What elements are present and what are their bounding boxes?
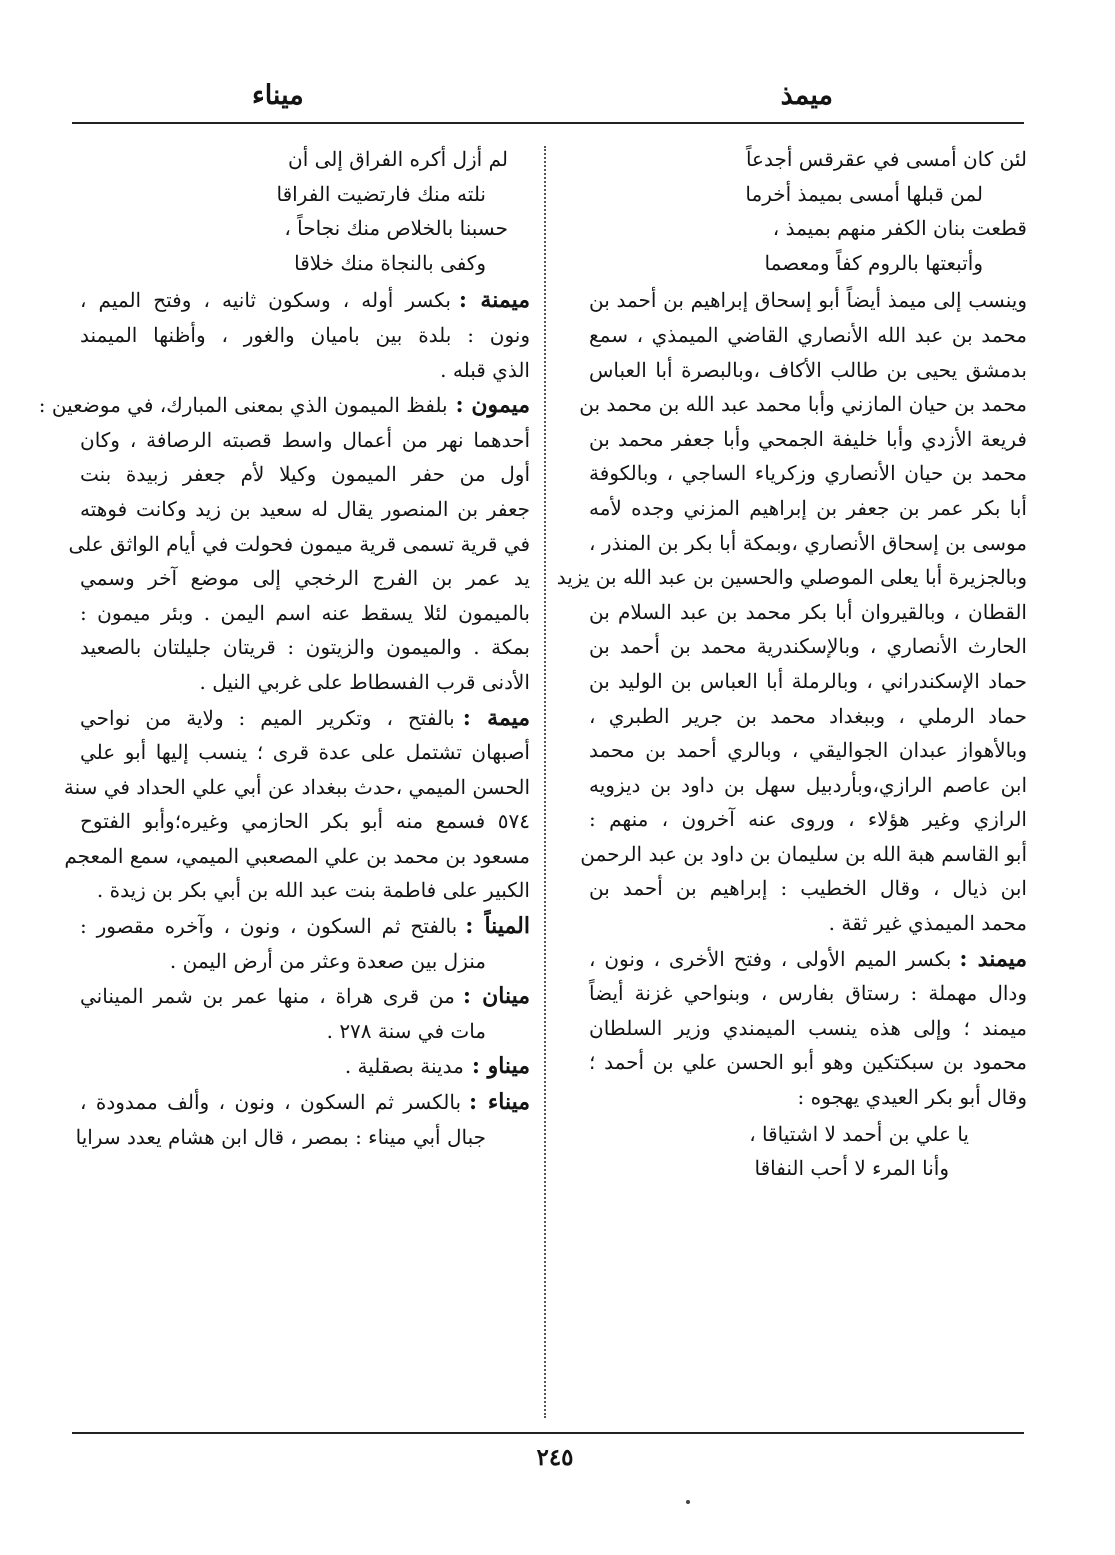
prose-line: وبالأهواز عبدان الجواليقي ، وبالري أحمد بن محمد (589, 738, 1027, 763)
prose-line: بلفظ الميمون الذي بمعنى المبارك، في موضعين : (38, 393, 448, 418)
prose-line: أصبهان تشتمل على عدة قرى ؛ ينسب إليها أبو علي (80, 740, 530, 765)
prose-line: ونون : بلدة بين باميان والغور ، وأظنها الميمند (80, 322, 530, 347)
prose-line: ودال مهملة : رستاق بفارس ، وبنواحي غزنة أيضاً (589, 981, 1027, 1006)
prose-line: الأدنى قرب الفسطاط على غربي النيل . (199, 669, 530, 694)
entry-minan (80, 978, 530, 1048)
prose-line: أحدهما نهر من أعمال واسط قصبته الرصافة ، وكان (80, 427, 530, 452)
prose-line: مسعود بن محمد بن علي المصعبي الميمي، سمع المعجم (64, 843, 530, 868)
prose-line: وبالجزيرة أبا يعلى الموصلي والحسين بن عبد الله بن يزيد (556, 565, 1027, 590)
poem-al-aydi (589, 1117, 1027, 1186)
entry-headword: ميناء : (469, 1089, 530, 1116)
poem-line: لم أزل أكره الفراق إلى أن (288, 147, 508, 171)
prose-line: أبو القاسم هبة الله بن سليمان بن داود بن عبد الرحمن (580, 841, 1027, 866)
prose-line: بالفتح ، وتكرير الميم : ولاية من نواحي (80, 705, 455, 730)
poem-line: نلته منك فارتضيت الفراقا (276, 181, 486, 206)
prose-line: جعفر بن المنصور يقال له سعيد بن زيد وكانت فوهته (80, 496, 530, 521)
poem-line: وأتبعتها بالروم كفاً ومعصما (764, 250, 983, 275)
prose-line: حماد الرملي ، وببغداد محمد بن جرير الطبري ، (589, 703, 1027, 728)
prose-line: أول من حفر الميمون وكيلا لأم جعفر زبيدة بنت (80, 462, 530, 487)
running-head-right: ميمذ (780, 80, 833, 111)
entry-headword: ميمة : (462, 704, 530, 731)
prose-line: موسى بن إسحاق الأنصاري ،وبمكة أبا بكر بن المنذر ، (589, 530, 1027, 555)
prose-line: بالميمون لئلا يسقط عنه اسم اليمن . وبئر ميمون : (80, 600, 530, 625)
entry-headword: ميمند : (959, 945, 1028, 972)
entry-maymah (63, 700, 530, 909)
poem-line: لئن كان أمسى في عقرقس أجدعاً (745, 147, 1027, 171)
prose-line: جبال أبي ميناء : بمصر ، قال ابن هشام يعدد سرايا (75, 1124, 486, 1149)
paper-speck (686, 1500, 690, 1504)
entry-minaw (80, 1048, 530, 1084)
prose-line: محمد بن حيان المازني وأبا محمد عبد الله بن محمد بن (579, 392, 1027, 417)
prose-line: بالفتح ثم السكون ، ونون ، وآخره مقصور : (80, 914, 458, 939)
prose-line: يد عمر بن الفرج الرخجي إلى موضع آخر وسمي (80, 566, 530, 591)
prose-line: الكبير على فاطمة بنت عبد الله بن أبي بكر بن زيدة . (96, 878, 530, 903)
poem-farewell (80, 142, 530, 280)
poem-line: يا علي بن أحمد لا اشتياقا ، (749, 1121, 969, 1146)
running-head-left: ميناء (252, 80, 304, 111)
prose-line: وينسب إلى ميمذ أيضاً أبو إسحاق إبراهيم بن أحمد بن (589, 288, 1027, 313)
prose-line: الذي قبله . (440, 357, 530, 382)
poem-ibn-ubaydah (589, 142, 1027, 280)
prose-line: محمد الميمذي غير ثقة . (828, 911, 1027, 936)
page-number: ٢٤٥ (536, 1444, 574, 1471)
prose-line: أبا بكر عمر بن جعفر بن إبراهيم المزني وجده لأمه (589, 495, 1027, 520)
entry-maymadh-nisba (556, 282, 1027, 940)
prose-line: بمكة . والميمون والزيتون : قريتان جليلتان بالصعيد (80, 635, 530, 660)
poem-line: وكفى بالنجاة منك خلاقا (294, 250, 486, 275)
prose-line: محمد بن حيان الأنصاري وزكرياء الساجي ، وبالكوفة (589, 461, 1027, 486)
entry-headword: مينان : (462, 983, 530, 1010)
prose-line: فريعة الأزدي وأبا خليفة الجمحي وأبا جعفر محمد بن (589, 426, 1027, 451)
prose-line: مدينة بصقلية . (344, 1054, 464, 1079)
entry-maymana (80, 282, 530, 387)
prose-line: الرازي وغير هؤلاء ، وروى عنه آخرون ، منهم : (589, 807, 1027, 832)
poem-line: لمن قبلها أمسى بميمذ أخرما (745, 181, 983, 206)
prose-line: القطان ، وبالقيروان أبا بكر محمد بن عبد السلام بن (589, 599, 1027, 624)
prose-line: الحارث الأنصاري ، وبالإسكندرية محمد بن أحمد بن (589, 634, 1027, 659)
prose-line: وقال أبو بكر العيدي يهجوه : (797, 1085, 1027, 1110)
prose-line: ابن ذيال ، وقال الخطيب : إبراهيم بن أحمد بن (589, 876, 1027, 901)
prose-line: من قرى هراة ، منها عمر بن شمر الميناني (80, 984, 455, 1009)
prose-line: محمود بن سبكتكين وهو أبو الحسن علي بن أحمد ؛ (589, 1050, 1027, 1075)
poem-line: قطعت بنان الكفر منهم بميمذ ، (772, 216, 1027, 241)
prose-line: بكسر الميم الأولى ، وفتح الأخرى ، ونون ، (589, 946, 952, 971)
left-column (38, 140, 530, 1154)
poem-line: وأنا المرء لا أحب النفاقا (754, 1156, 949, 1181)
prose-line: بدمشق يحيى بن طالب الأكاف ،وبالبصرة أبا العباس (589, 357, 1027, 382)
prose-line: محمد بن عبد الله الأنصاري القاضي الميمذي ، سمع (589, 322, 1027, 347)
prose-line: منزل بين صعدة وعثر من أرض اليمن . (169, 948, 486, 973)
entry-headword: ميناو : (471, 1053, 530, 1080)
prose-line: ٥٧٤ فسمع منه أبو بكر الحازمي وغيره؛وأبو الفتوح (80, 809, 530, 834)
prose-line: بكسر أوله ، وسكون ثانيه ، وفتح الميم ، (80, 288, 451, 313)
entry-headword: ميمنة : (458, 287, 530, 314)
entry-headword: الميناً : (465, 913, 530, 940)
prose-line: في قرية تسمى قرية ميمون فحولت في أيام الواثق على (68, 531, 530, 556)
entry-minaa (75, 1084, 530, 1154)
prose-line: ابن عاصم الرازي،وبأردبيل سهل بن داود بن ديزويه (589, 772, 1027, 797)
entry-maymand (589, 941, 1027, 1115)
column-divider (544, 146, 546, 1418)
header-rule (72, 122, 1024, 124)
entry-headword: ميمون : (455, 392, 530, 419)
entry-maymun (38, 387, 530, 699)
poem-line: حسبنا بالخلاص منك نجاحاً ، (284, 216, 508, 241)
prose-line: ميمند ؛ وإلى هذه ينسب الميمندي وزير السلطان (589, 1015, 1027, 1040)
prose-line: حماد الإسكندراني ، وبالرملة أبا العباس بن الوليد بن (589, 668, 1027, 693)
entry-almina (80, 908, 530, 978)
prose-line: مات في سنة ٢٧٨ . (326, 1018, 486, 1043)
right-column (556, 140, 1028, 1188)
prose-line: الحسن الميمي ،حدث ببغداد عن أبي علي الحداد في سنة (63, 774, 530, 799)
footer-rule (72, 1432, 1024, 1434)
prose-line: بالكسر ثم السكون ، ونون ، وألف ممدودة ، (80, 1090, 462, 1115)
